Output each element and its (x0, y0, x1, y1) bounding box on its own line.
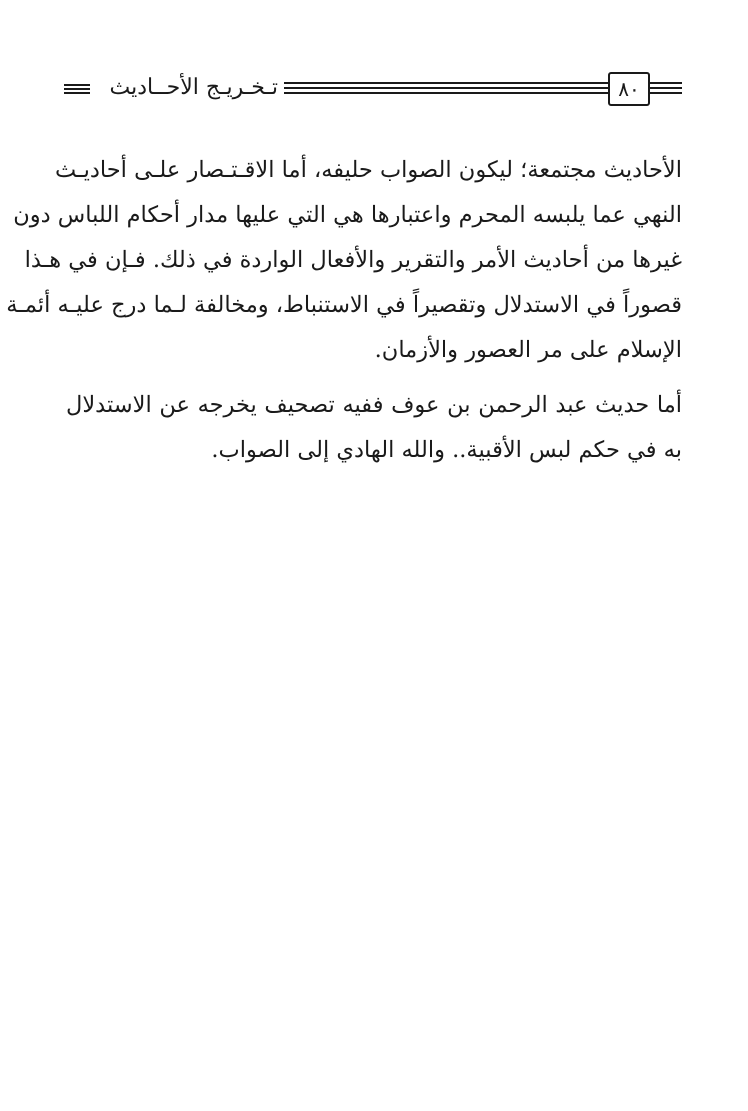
page-number: ٨٠ (608, 72, 650, 106)
paragraph-1 (6, 148, 682, 373)
running-title: تـخـريـج الأحــاديث (109, 75, 278, 100)
text-line: الإسلام على مر العصور والأزمان. (374, 337, 682, 363)
text-line: أما حديث عبد الرحمن بن عوف ففيه تصحيف يخرجه عن الاستدلال (66, 392, 682, 418)
body-text (6, 148, 682, 473)
header-ornament (64, 84, 90, 94)
page-header (58, 72, 682, 106)
header-rule (284, 82, 612, 94)
text-line: قصوراً في الاستدلال وتقصيراً في الاستنباط، ومخالفة لـما درج عليـه أئمـة (6, 292, 682, 318)
header-rule-right (648, 82, 682, 94)
text-line: الأحاديث مجتمعة؛ ليكون الصواب حليفه، أما الاقـتـصار علـى أحاديـث (54, 157, 682, 183)
paragraph-2 (66, 383, 682, 473)
text-line: النهي عما يلبسه المحرم واعتبارها هي التي عليها مدار أحكام اللباس دون (13, 202, 682, 228)
text-line: غيرها من أحاديث الأمر والتقرير والأفعال الواردة في ذلك. فـإن في هـذا (24, 247, 682, 273)
text-line: به في حكم لبس الأقبية.. والله الهادي إلى الصواب. (211, 437, 682, 463)
